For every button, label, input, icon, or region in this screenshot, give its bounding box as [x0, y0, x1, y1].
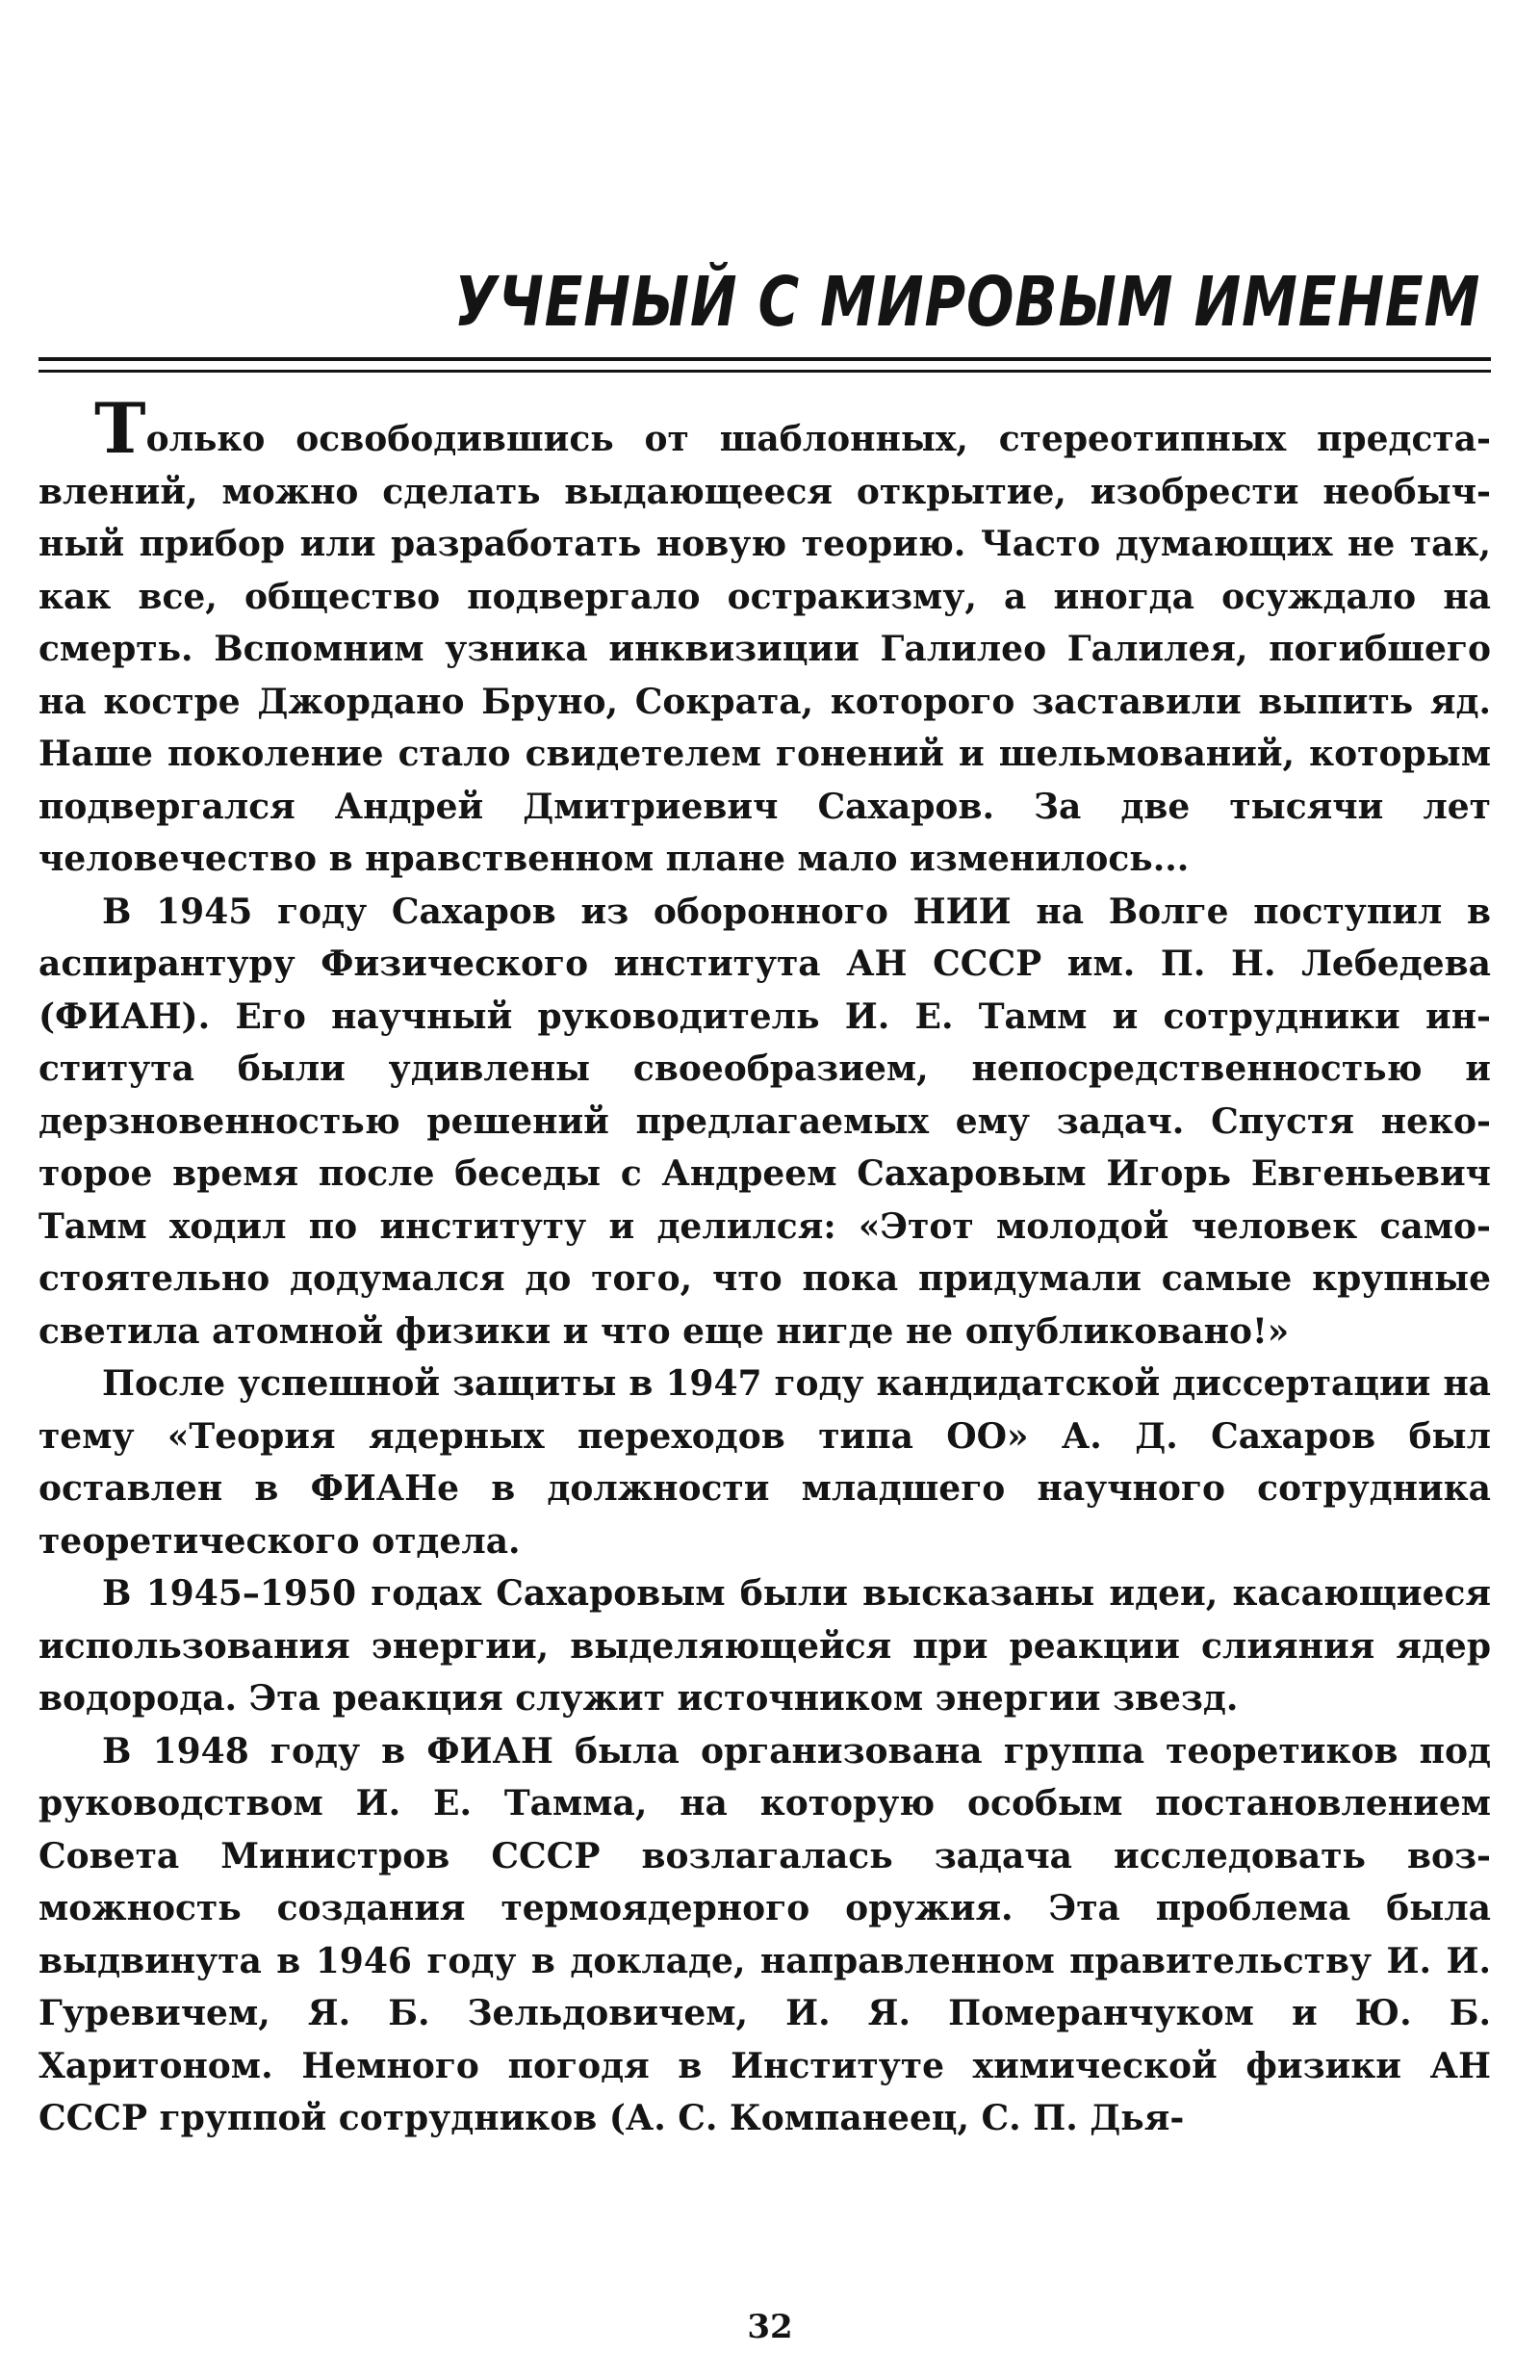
paragraph-1: [38, 387, 1491, 886]
chapter-title: УЧЕНЫЙ С МИРОВЫМ ИМЕНЕМ: [453, 262, 1480, 342]
paragraph-4: В 1945–1950 годах Сахаровым были высказаны идеи, касающиеся использования энергии, выделяющейся при реакции слияния ядер водорода. Эта реакция служит источником энергии звезд.: [38, 1573, 1491, 1719]
paragraph-2: В 1945 году Сахаров из оборонного НИИ на Волге поступил в аспирантуру Физического института АН СССР им. П. Н. Лебедева (ФИАН). Его научный руководитель И. Е. Тамм и сотрудники института были удивлены своеобразием, непосредственностью и дерзновенностью решений предлагаемых ему задач. Спустя некоторое время после беседы с Андреем Сахаровым Игорь Евгеньевич Тамм ходил по институту и делился: «Этот молодой человек самостоятельно додумался до того, что пока придумали самые крупные светила атомной физики и что еще нигде не опубликовано!»: [38, 891, 1491, 1352]
paragraph-3: После успешной защиты в 1947 году кандидатской диссертации на тему «Теория ядерных переходов типа ОО» А. Д. Сахаров был оставлен в ФИАНе в должности младшего научного сотрудника теоретического отдела.: [38, 1363, 1491, 1562]
paragraph-5: В 1948 году в ФИАН была организована группа теоретиков под руководством И. Е. Тамма, на которую особым постановлением Совета Министров СССР возлагалась задача исследовать возможность создания термоядерного оружия. Эта проблема была выдвинута в 1946 году в докладе, направленном правительству И. И. Гуревичем, Я. Б. Зельдовичем, И. Я. Померанчуком и Ю. Б. Харитоном. Немного погодя в Институте химической физики АН СССР группой сотрудников (А. С. Компанеец, С. П. Дья-: [38, 1730, 1491, 2138]
title-rule-bottom: [38, 370, 1491, 373]
page-number: 32: [747, 2308, 793, 2346]
drop-cap: Т: [94, 387, 146, 469]
title-rule-top: [38, 357, 1491, 361]
paragraph-1-text: олько освободившись от шаблонных, стереотипных представлений, можно сделать выдающееся открытие, изобрести необычный прибор или разработать новую теорию. Часто думающих не так, как все, общество подвергало остракизму, а иногда осуждало на смерть. Вспомним узника инквизиции Галилео Галилея, погибшего на костре Джордано Бруно, Сократа, которого заставили выпить яд. Наше поколение стало свидетелем гонений и шельмований, которым подвергался Андрей Дмитриевич Сахаров. За две тысячи лет человечество в нравственном плане мало изменилось...: [38, 419, 1491, 879]
body-text: [38, 387, 1491, 2145]
